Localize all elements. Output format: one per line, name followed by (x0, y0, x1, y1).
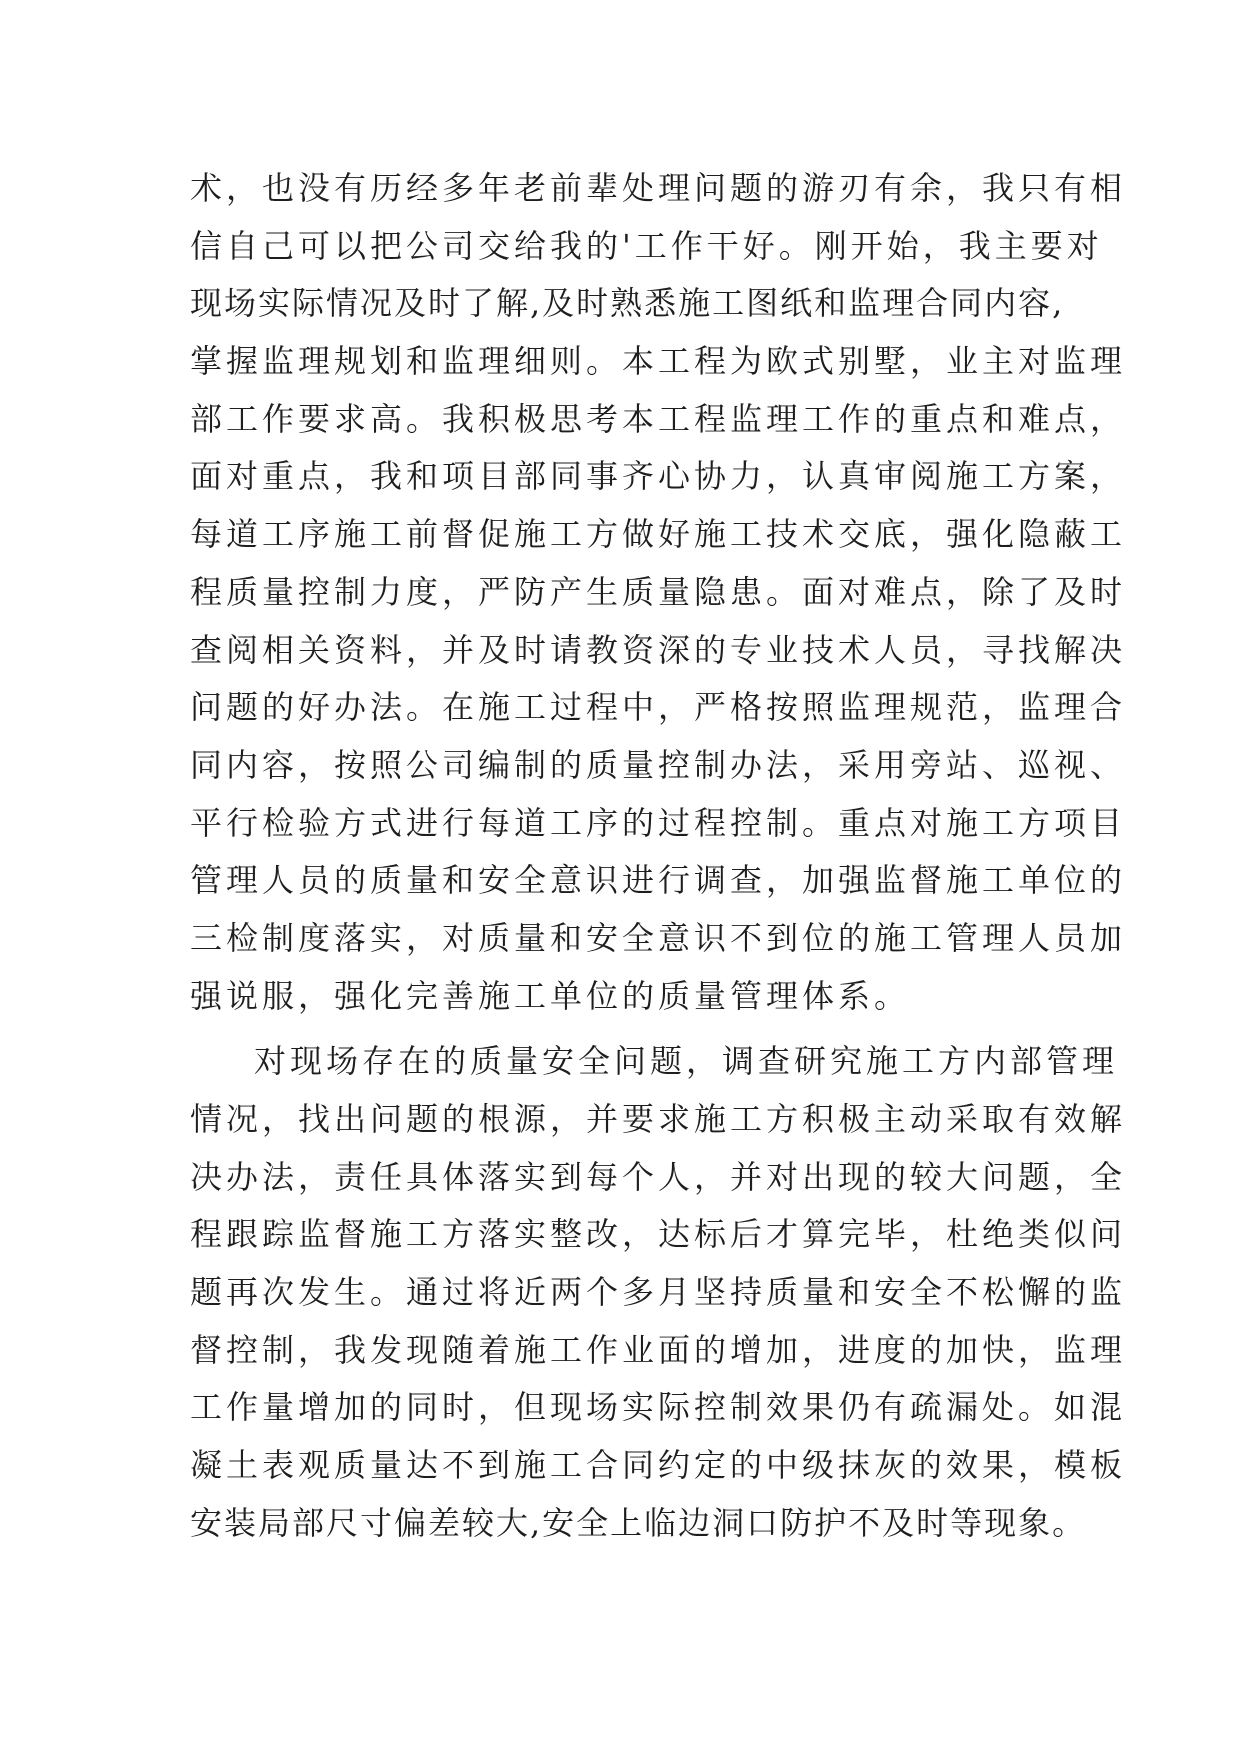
text-line: 术，也没有历经多年老前辈处理问题的游刃有余，我只有相 (190, 169, 1127, 207)
text-line: 每道工序施工前督促施工方做好施工技术交底，强化隐蔽工 (190, 515, 1127, 554)
text-line: 管理人员的质量和安全意识进行调查，加强监督施工单位的 (190, 861, 1127, 900)
paragraph-2 (190, 1033, 1127, 1552)
text-line: 题再次发生。通过将近两个多月坚持质量和安全不松懈的监 (190, 1273, 1127, 1312)
paragraph-1 (190, 160, 1127, 1025)
text-line: 程跟踪监督施工方落实整改，达标后才算完毕，杜绝类似问 (190, 1215, 1127, 1254)
text-line: 面对重点，我和项目部同事齐心协力，认真审阅施工方案， (190, 457, 1127, 496)
text-line: 工作量增加的同时，但现场实际控制效果仍有疏漏处。如混 (190, 1388, 1127, 1427)
text-line: 平行检验方式进行每道工序的过程控制。重点对施工方项目 (190, 803, 1127, 842)
body-text (190, 160, 1127, 1553)
text-line: 同内容，按照公司编制的质量控制办法，采用旁站、巡视、 (190, 745, 1127, 784)
paragraph-gap (190, 1025, 1070, 1033)
text-line: 问题的好办法。在施工过程中，严格按照监理规范，监理合 (190, 688, 1127, 727)
text-line: 对现场存在的质量安全问题，调查研究施工方内部管理 (254, 1042, 1119, 1081)
text-line: 强说服，强化完善施工单位的质量管理体系。 (190, 976, 911, 1015)
text-line: 现场实际情况及时了解,及时熟悉施工图纸和监理合同内容, (190, 284, 1065, 323)
text-line: 信自己可以把公司交给我的'工作干好。刚开始，我主要对 (190, 226, 1103, 265)
text-line: 查阅相关资料，并及时请教资深的专业技术人员，寻找解决 (190, 630, 1127, 669)
text-line: 安装局部尺寸偏差较大,安全上临边洞口防护不及时等现象。 (190, 1503, 1087, 1542)
text-line: 情况，找出问题的根源，并要求施工方积极主动采取有效解 (190, 1100, 1127, 1138)
text-line: 决办法，责任具体落实到每个人，并对出现的较大问题，全 (190, 1157, 1127, 1196)
text-line: 凝土表观质量达不到施工合同约定的中级抹灰的效果，模板 (190, 1446, 1127, 1485)
text-line: 三检制度落实，对质量和安全意识不到位的施工管理人员加 (190, 918, 1127, 957)
text-line: 部工作要求高。我积极思考本工程监理工作的重点和难点， (190, 399, 1127, 438)
text-line: 程质量控制力度，严防产生质量隐患。面对难点，除了及时 (190, 572, 1127, 611)
text-line: 掌握监理规划和监理细则。本工程为欧式别墅，业主对监理 (190, 342, 1127, 381)
text-line: 督控制，我发现随着施工作业面的增加，进度的加快，监理 (190, 1330, 1127, 1369)
